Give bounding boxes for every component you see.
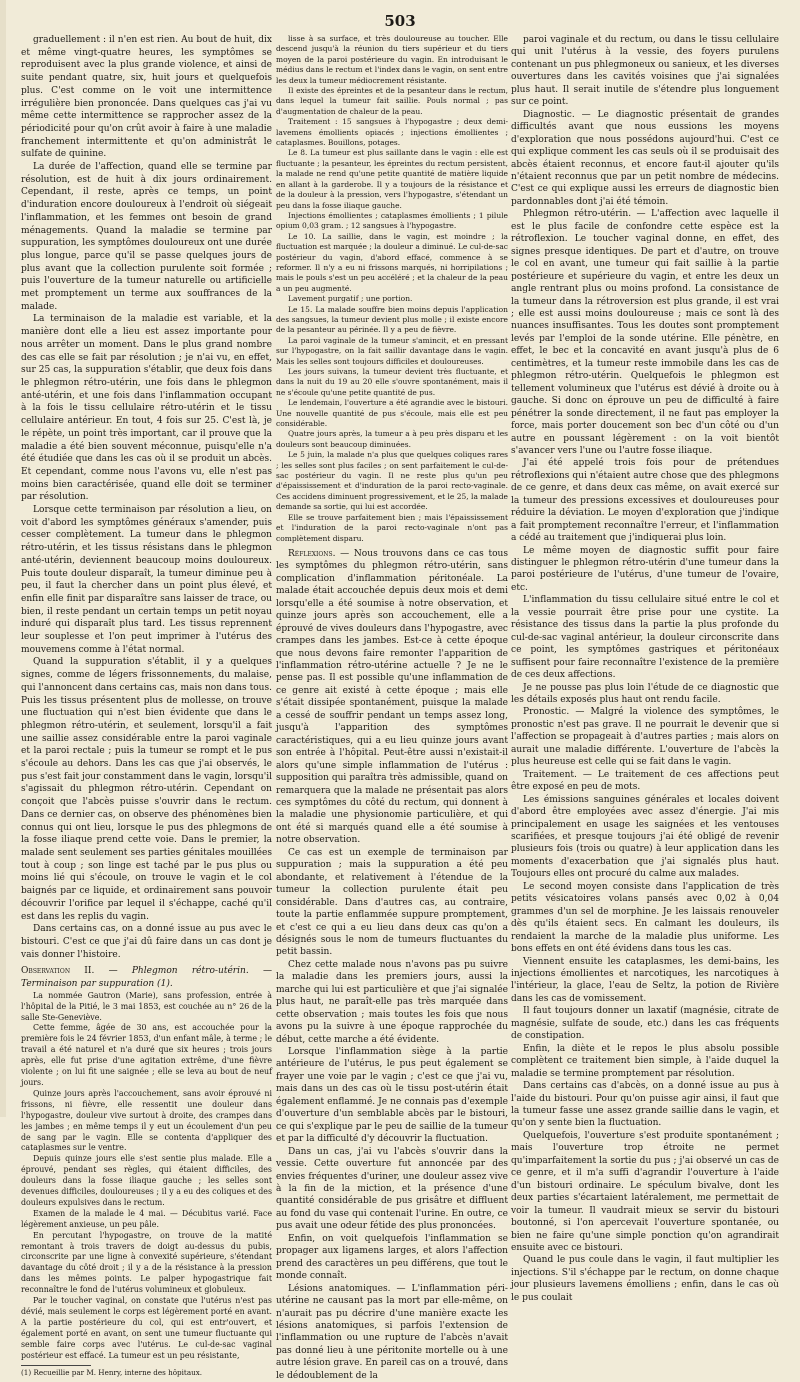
paragraph: Lorsque l'inflammation siège à la partie antérieure de l'utérus, le pus peut également se frayer une voie par le vagin ; c'est ce que j'ai vu, mais dans un des cas où le tissu post-utérin était également enflammé. Je ne connais pas d'exemple d'ouverture d'un semblable abcès par le bistouri, ce qui s'explique par le peu de saillie de la tumeur et par la difficulté d'y découvrir la fluctuation. — [276, 1047, 508, 1145]
case-paragraph: Le 5 juin, la malade n'a plus que quelques coliques rares ; les selles sont plus faciles ; on sent parfaitement le cul-de-sac postérieur du vagin. Il ne reste plus qu'un peu d'épaississement et d'induration de la paroi recto-vaginale. Ces accidens diminuent progressivement, et le 25, la malade demande sa sortie, qui lui est accordée. — [276, 450, 508, 512]
case-paragraph: Cette femme, âgée de 30 ans, est accouchée pour la première fois le 24 février 1853, d'un enfant mâle, à terme ; le travail a été naturel et n'a duré que six heures ; trois jours après, elle fut prise d'une agitation extrême, d'une fièvre violente ; on lui fit une saignée ; elle se leva au bout de neuf jours. — [21, 1023, 272, 1087]
page-edge — [0, 0, 6, 1117]
paragraph: J'ai été appelé trois fois pour de prétendues rétroflexions qui n'étaient autre chose que des phlegmons de ce genre, et dans deux cas même, on avait exercé sur la tumeur des pressions excessives et douloureuses pour réduire la déviation. Le moyen d'exploration que j'indique a fait promptement reconnaître l'erreur, et l'inflammation a cédé au traitement que j'indiquerai plus loin. — [511, 458, 779, 544]
paragraph: Enfin, on voit quelquefois l'inflammation se propager aux ligamens larges, et alors l'affection prend des caractères un peu différens, que tout le monde connaît. — [276, 1233, 508, 1282]
observation-title: — Phlegmon rétro-utérin. — Terminaison par suppuration (1). — [21, 966, 272, 990]
paragraph: Dans certains cas d'abcès, on a donné issue au pus à l'aide du bistouri. Pour qu'on puisse agir ainsi, il faut que la tumeur fasse une assez grande saillie dans le vagin, et qu'on y sente bien la fluctuation. — [511, 1081, 779, 1129]
case-paragraph: Les jours suivans, la tumeur devient très fluctuante, et dans la nuit du 19 au 20 elle s'ouvre spontanément, mais il ne s'écoule qu'une petite quantité de pus. — [276, 367, 508, 397]
paragraph: Il faut toujours donner un laxatif (magnésie, citrate de magnésie, sulfate de soude, etc.) dans les cas fréquents de constipation. — [511, 1006, 779, 1042]
paragraph: paroi vaginale et du rectum, ou dans le tissu cellulaire qui unit l'utérus à la vessie, des foyers purulens contenant un pus phlegmoneux ou sanieux, et les diverses ouvertures dans les cavités voisines que j'ai signalées plus haut. Il serait inutile de s'étendre plus longuement sur ce point. — [511, 35, 779, 108]
case-paragraph: Le lendemain, l'ouverture a été agrandie avec le bistouri. Une nouvelle quantité de pus s'écoule, mais elle est peu considérable. — [276, 398, 508, 429]
prognosis-paragraph: Pronostic. — Malgré la violence des symptômes, le pronostic n'est pas grave. Il ne pourrait le devenir que si l'affection se propageait à d'autres parties ; mais alors on aurait une maladie différente. L'ouverture de l'abcès la plus heureuse est celle qui se fait dans le vagin. — [511, 707, 779, 768]
case-paragraph: Elle se trouve parfaitement bien ; mais l'épaississement et l'induration de la paroi recto-vaginale n'ont pas complètement disparu. — [276, 512, 508, 543]
diagnostic-paragraph: Diagnostic. — Le diagnostic présentait de grandes difficultés avant que nous eussions les moyens d'exploration que nous possédons aujourd'hui. C'est ce qui explique comment les cas seuls où il se produisait des abcès étaient reconnus, et encore faut-il ajouter qu'ils n'étaient reconnus que par un petit nombre de médecins. C'est ce qui explique aussi les erreurs de diagnostic bien pardonnables dont j'ai été témoin. — [511, 109, 779, 207]
paragraph: Je ne pousse pas plus loin l'étude de ce diagnostic que les détails exposés plus haut ont rendu facile. — [511, 682, 779, 706]
paragraph: Quand la suppuration s'établit, il y a quelques signes, comme de légers frissonnements, du malaise, qui l'annoncent dans certains cas, mais non dans tous. Puis les tissus présentent plus de mollesse, on trouve une fluctuation qui n'est bien évidente que dans le phlegmon rétro-utérin, et seulement, lorsqu'il a fait une saillie assez considérable entre la paroi vaginale et la paroi rectale ; puis la tumeur se rompt et le pus s'écoule au dehors. Dans les cas que j'ai observés, le pus s'est fait jour constamment dans le vagin, lorsqu'il s'agissait du phlegmon rétro-utérin. Cependant on conçoit que l'abcès puisse s'ouvrir dans le rectum. Dans ce dernier cas, on observe des phénomènes bien connus qui ont lieu, lorsque le pus des phlegmons de la fosse iliaque prend cette voie. Dans le premier, la malade sent seulement ses parties génitales mouillées tout à coup ; son linge est taché par le pus plus ou moins lié qui s'écoule, on trouve le vagin et le col baignés par ce liquide, et ordinairement sans pouvoir découvrir l'orifice par lequel il s'échappe, caché qu'il est dans les replis du vagin. — [21, 657, 272, 922]
paragraph: Lésions anatomiques. — L'inflammation péri-utérine ne causant pas la mort par elle-même, on n'aurait pas pu décrire d'une manière exacte les lésions anatomiques, si parfois l'extension de l'inflammation ou une rupture de l'abcès n'avait pas donné lieu à une péritonite mortelle ou à une autre lésion grave. En pareil cas on a trouvé, dans le dédoublement de la — [276, 1283, 508, 1381]
case-paragraph: Le 10. La saillie, dans le vagin, est moindre ; la fluctuation est marquée ; la douleur a diminué. Le cul-de-sac postérieur du vagin, d'abord effacé, commence à se reformer. Il n'y a eu ni frissons marqués, ni horripilations ; mais le pouls s'est un peu accéléré ; et la chaleur de la peau a un peu augmenté. — [276, 231, 508, 293]
paragraph: Dans un cas, j'ai vu l'abcès s'ouvrir dans la vessie. Cette ouverture fut annoncée par des envies fréquentes d'uriner, une douleur assez vive à la fin de la miction, et la présence d'une quantité considérable de pus grisâtre et diffluent au fond du vase qui contenait l'urine. En outre, ce pus avait une odeur fétide des plus prononcées. — [276, 1146, 508, 1232]
observation-label: Observation II. — [21, 966, 95, 977]
paragraph: graduellement : il n'en est rien. Au bout de huit, dix et même vingt-quatre heures, les symptômes se reproduisent avec la plus grande violence, et ainsi de suite pendant quatre, six, huit jours et quelquefois plus. C'est comme on le voit une intermittence irrégulière bien prononcée. Dans quelques cas j'ai vu même cette intermittence se rapprocher assez de la périodicité pour qu'on crût avoir à faire à une maladie franchement intermittente et qu'on administrât le sulfate de quinine. — [21, 35, 272, 160]
paragraph: Dans certains cas, on a donné issue au pus avec le bistouri. C'est ce que j'ai dû faire dans un cas dont je vais donner l'histoire. — [21, 924, 272, 960]
reflections-label: Réflexions. — [288, 548, 336, 559]
case-paragraph: lisse à sa surface, et très douloureuse au toucher. Elle descend jusqu'à la réunion du tiers supérieur et du tiers moyen de la paroi postérieure du vagin. En introduisant le médius dans le rectum et l'index dans le vagin, on sent entre les deux la tumeur médiocrement résistante. — [276, 34, 508, 85]
paragraph: Chez cette malade nous n'avons pas pu suivre la maladie dans les premiers jours, aussi la marche qui lui est particulière et que j'ai signalée plus haut, ne paraît-elle pas très marquée dans cette observation ; mais toutes les fois que nous avons pu la suivre à une époque rapprochée du début, cette marche a été évidente. — [276, 959, 508, 1045]
case-paragraph: Il existe des épreintes et de la pesanteur dans le rectum, dans lequel la tumeur fait saillie. Pouls normal ; pas d'augmentation de chaleur de la peau. — [276, 86, 508, 116]
paragraph: La durée de l'affection, quand elle se termine par résolution, est de huit à dix jours ordinairement. Cependant, il reste, après ce temps, un point d'induration encore douloureux à l'endroit où siégeait l'inflammation, et les femmes ont besoin de grand ménagements. Quand la maladie se termine par suppuration, les symptômes douloureux ont une durée plus longue, parce qu'il se passe quelques jours de plus avant que la collection purulente soit formée ; puis l'ouverture de la tumeur naturelle ou artificielle met promptement un terme aux souffrances de la malade. — [21, 162, 272, 312]
paragraph: Enfin, la diète et le repos le plus absolu possible complètent ce traitement bien simple, à l'aide duquel la maladie se termine promptement par résolution. — [511, 1043, 779, 1079]
reflections-paragraph — [276, 548, 508, 847]
case-paragraph: La paroi vaginale de la tumeur s'amincit, et en pressant sur l'hypogastre, on la fait saillir davantage dans le vagin. Mais les selles sont toujours difficiles et douloureuses. — [276, 335, 508, 366]
case-paragraph: Le 15. La malade souffre bien moins depuis l'application des sangsues, la tumeur devient plus molle ; il existe encore de la pesanteur au périnée. Il y a peu de fièvre. — [276, 304, 508, 335]
column-left — [21, 34, 272, 1377]
footnote: (1) Recueillie par M. Henry, interne des hôpitaux. — [21, 1367, 203, 1377]
observation-heading — [21, 965, 272, 990]
column-middle — [276, 34, 508, 1381]
paragraph: Quelquefois, l'ouverture s'est produite spontanément ; mais l'ouverture trop étroite ne permet qu'imparfaitement la sortie du pus ; j'ai observé un cas de ce genre, et il m'a suffi d'agrandir l'ouverture à l'aide d'un bistouri ordinaire. Le spéculum bivalve, dont les deux parties s'écartaient latéralement, me permettait de voir la tumeur. Il vaudrait mieux se servir du bistouri boutonné, si l'on apercevait l'ouverture spontanée, ou bien ne faire qu'une simple ponction qu'on agrandirait ensuite avec ce bistouri. — [511, 1130, 779, 1253]
case-paragraph: Lavement purgatif ; une portion. — [288, 294, 413, 304]
paragraph: Le second moyen consiste dans l'application de très petits vésicatoires volans pansés avec 0,02 à 0,04 grammes d'un sel de morphine. Je les laissais renouveler dès qu'ils étaient secs. En calmant les douleurs, ils rendaient la marche de la maladie plus uniforme. Les bons effets en ont été évidens dans tous les cas. — [511, 881, 779, 955]
case-paragraph: Traitement : 15 sangsues à l'hypogastre ; deux demi-lavemens émollients opiacés ; injections émollientes ; cataplasmes. Bouillons, potages. — [276, 117, 508, 148]
paragraph: L'inflammation du tissu cellulaire situé entre le col et la vessie pourrait être prise pour une cystite. La résistance des tissus dans la partie la plus profonde du cul-de-sac vaginal antérieur, la douleur circonscrite dans ce point, les symptômes gastriques et péritonéaux suffisent pour faire reconnaître l'existence de la première de ces deux affections. — [511, 595, 779, 681]
column-right — [511, 34, 779, 1303]
paragraph: Ce cas est un exemple de terminaison par suppuration ; mais la suppuration a été peu abondante, et relativement à l'étendue de la tumeur la collection purulente était peu considérable. Dans d'autres cas, au contraire, toute la partie enflammée suppure promptement, et c'est ce qui a eu lieu dans deux cas qu'on a désignés sous le nom de tumeurs fluctuantes du petit bassin. — [276, 847, 508, 958]
case-paragraph: Quatre jours après, la tumeur a à peu près disparu et les douleurs sont beaucoup diminuées. — [276, 429, 508, 449]
paragraph: Quand le pus coule dans le vagin, il faut multiplier les injections. S'il s'échappe par le rectum, on donne chaque jour plusieurs lavemens émolliens ; enfin, dans le cas où le pus coulait — [511, 1255, 779, 1303]
paragraph: Lorsque cette terminaison par résolution a lieu, on voit d'abord les symptômes généraux s'amender, puis cesser complètement. La tumeur dans le phlegmon rétro-utérin, et les tissus résistans dans le phlegmon anté-utérin, deviennent beaucoup moins douloureux. Puis toute douleur disparaît, la tumeur diminue peu à peu, il faut la chercher dans un point plus élevé, et enfin elle finit par disparaître sans laisser de trace, ou bien, il reste pendant un certain temps un petit noyau induré qui disparaît plus tard. Les tissus reprennent leur souplesse et l'on peut imprimer à l'utérus des mouvemens comme à l'état normal. — [21, 505, 272, 655]
paragraph: La terminaison de la maladie est variable, et la manière dont elle a lieu est assez importante pour nous arrêter un moment. Dans le plus grand nombre des cas elle se fait par résolution ; je n'ai vu, en effet, sur 25 cas, la suppuration s'établir, que deux fois dans le phlegmon rétro-utérin, une fois dans le phlegmon anté-utérin, et une fois dans l'inflammation occupant à la fois le tissu cellulaire rétro-utérin et le tissu cellulaire antérieur. En tout, 4 fois sur 25. C'est là, je le répète, un point très important, car il prouve que la maladie a été bien souvent méconnue, puisqu'elle n'a été étudiée que dans les cas où il se produit un abcès. Et cependant, comme nous l'avons vu, elle n'est pas moins bien caractérisée, quand elle doit se terminer par résolution. — [21, 314, 272, 503]
page-number: 503 — [384, 12, 416, 30]
paragraph: Phlegmon rétro-utérin. — L'affection avec laquelle il est le plus facile de confondre cette espèce est la rétroflexion. Le toucher vaginal donne, en effet, des signes presque identiques. De part et d'autre, on trouve le col en avant, une tumeur qui fait saillie à la partie postérieure et supérieure du vagin, et entre les deux un angle rentrant plus ou moins profond. La consistance de la tumeur dans la rétroversion est plus grande, il est vrai ; elle est aussi moins douloureuse ; mais ce sont là des nuances insuffisantes. Tous les doutes sont promptement levés par l'emploi de la sonde utérine. Elle pénètre, en effet, le bec et la concavité en avant jusqu'à plus de 6 centimètres, et la tumeur reste immobile dans les cas de phlegmon rétro-utérin. Quelquefois le phlegmon est tellement volumineux que l'utérus est dévié à droite ou à gauche. Si donc on éprouve un peu de difficulté à faire pénétrer la sonde directement, il ne faut pas employer la force, mais porter doucement son bec d'un côté ou d'un autre en poussant légèrement : on la voit bientôt s'avancer vers l'une ou l'autre fosse iliaque. — [511, 209, 779, 456]
case-paragraph: La nommée Gautron (Marie), sans profession, entrée à l'hôpital de la Pitié, le 3 mai 1853, est couchée au n° 26 de la salle Ste-Geneviève. — [21, 990, 272, 1022]
case-paragraph: Depuis quinze jours elle s'est sentie plus malade. Elle a éprouvé, pendant ses règles, qui étaient difficiles, des douleurs dans la fosse iliaque gauche ; les selles sont devenues difficiles, douloureuses ; il y a eu des coliques et des douleurs expulsives dans le rectum. — [21, 1154, 272, 1207]
case-paragraph: Examen de la malade le 4 mai. — Décubitus varié. Face légèrement anxieuse, un peu pâle. — [21, 1208, 272, 1229]
case-paragraph: Le 8. La tumeur est plus saillante dans le vagin : elle est fluctuante ; la pesanteur, les épreintes du rectum persistent, la malade ne rend qu'une petite quantité de matière liquide en allant à la garderobe. Il y a toujours de la résistance et de la douleur à la pression, vers l'hypogastre, s'étendant un peu dans la fosse iliaque gauche. — [276, 148, 508, 210]
case-paragraph: Quinze jours après l'accouchement, sans avoir éprouvé ni frissons, ni fièvre, elle ressentit une douleur dans l'hypogastre, douleur vive surtout à droite, des crampes dans les jambes ; en même temps il y eut un écoulement d'un peu de sang par le vagin. Elle se contenta d'appliquer des cataplasmes sur le ventre. — [21, 1088, 272, 1153]
case-paragraph: Par le toucher vaginal, on constate que l'utérus n'est pas dévié, mais seulement le corps est légèrement porté en avant. A la partie postérieure du col, qui est entr'ouvert, et également porté en avant, on sent une tumeur fluctuante qui semble faire corps avec l'utérus. Le cul-de-sac vaginal postérieur est effacé. La tumeur est un peu résistante, — [21, 1296, 272, 1360]
case-paragraph: Injections émollientes ; cataplasmes émollients ; 1 pilule opium 0,03 gram. ; 12 sangsues à l'hypogastre. — [276, 210, 508, 231]
treatment-paragraph: Traitement. — Le traitement de ces affections peut être exposé en peu de mots. — [511, 769, 779, 793]
paragraph: Viennent ensuite les cataplasmes, les demi-bains, les injections émollientes et narcotiques, les narcotiques à l'intérieur, la glace, l'eau de Seltz, la potion de Rivière dans les cas de vomissement. — [511, 956, 779, 1004]
footnote-rule — [21, 1365, 91, 1366]
reflections-text: — Nous trouvons dans ce cas tous les symptômes du phlegmon rétro-utérin, sans complication d'inflammation péritonéale. La malade était accouchée depuis deux mois et demi lorsqu'elle a été soumise à notre observation, et quinze jours après son accouchement, elle a éprouvé de vives douleurs dans l'hypogastre, avec crampes dans les jambes. Est-ce à cette époque que nous devons faire remonter l'apparition de l'inflammation rétro-utérine actuelle ? Je ne le pense pas. Il est possible qu'une inflammation de ce genre ait existé à cette époque ; mais elle s'était dissipée spontanément, puisque la malade a cessé de souffrir pendant un temps assez long, jusqu'à l'apparition des symptômes caractéristiques, qui a eu lieu quinze jours avant son entrée à l'hôpital. Peut-être aussi n'existait-il alors qu'une simple inflammation de l'utérus : supposition qui paraîtra très admissible, quand on remarquera que la malade ne présentait pas alors ces symptômes du côté du rectum, qui donnent à la maladie une physionomie particulière, et qui ont été si marqués quand elle a été soumise à notre observation. — [276, 548, 508, 846]
paragraph: Le même moyen de diagnostic suffit pour faire distinguer le phlegmon rétro-utérin d'une tumeur dans la paroi postérieure de l'utérus, d'une tumeur de l'ovaire, etc. — [511, 545, 779, 593]
case-paragraph: En percutant l'hypogastre, on trouve de la matité remontant à trois travers de doigt au-dessus du pubis, circonscrite par une ligne à convexité supérieure, s'étendant davantage du côté droit ; il y a de la résistance à la pression dans les mêmes points. Le palper hypogastrique fait reconnaître le fond de l'utérus volumineux et globuleux. — [21, 1230, 272, 1295]
paragraph: Les émissions sanguines générales et locales doivent d'abord être employées avec assez d'énergie. J'ai mis principalement en usage les saignées et les ventouses scarifiées, et presque toujours j'ai été obligé de revenir plusieurs fois (trois ou quatre) à leur application dans les moments d'exacerbation que j'ai signalés plus haut. Toujours elles ont procuré du calme aux malades. — [511, 794, 779, 880]
